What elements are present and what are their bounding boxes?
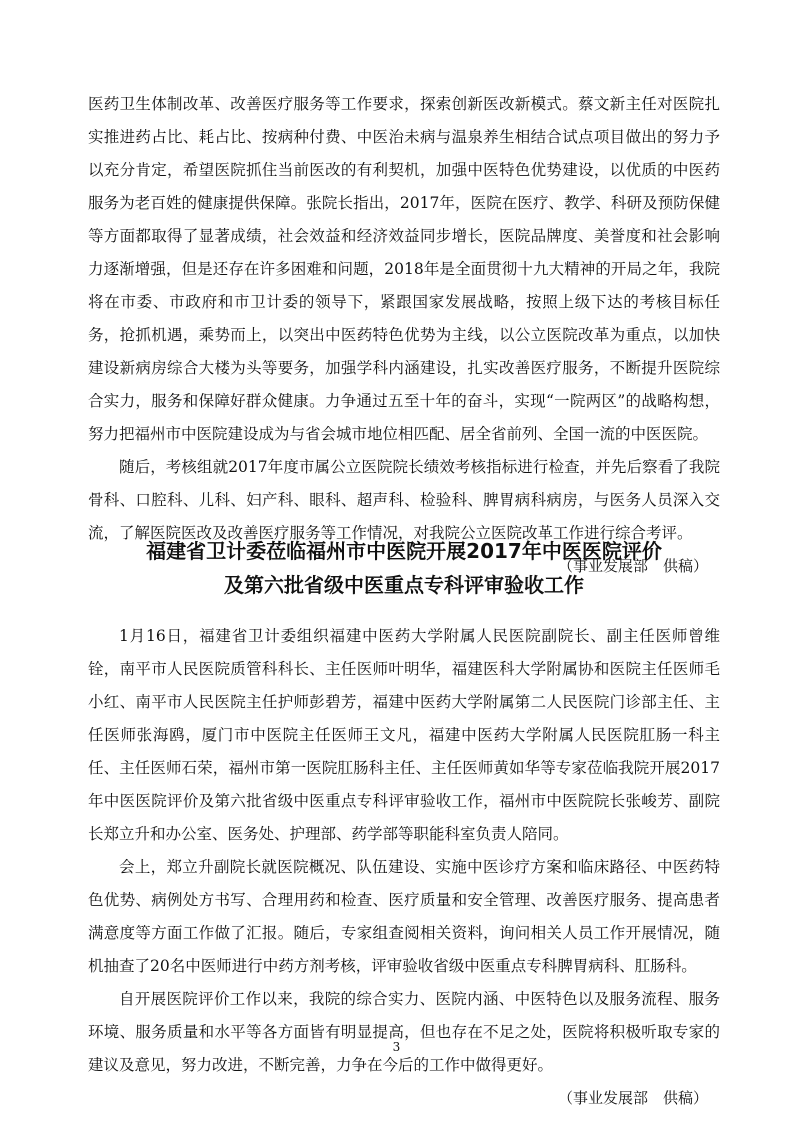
paragraph: 随后，考核组就2017年度市属公立医院院长绩效考核指标进行检查，并先后察看了我院骨科、口腔科、儿科、妇产科、眼科、超声科、检验科、脾胃病科病房，与医务人员深入交流，了解医院医改及改善医疗服务等工作情况，对我院公立医院改革工作进行综合考评。	[88, 458, 720, 542]
page-number: 3	[392, 1040, 401, 1054]
title-line: 及第六批省级中医重点专科评审验收工作	[224, 573, 584, 597]
paragraph: 自开展医院评价工作以来，我院的综合实力、医院内涵、中医特色以及服务流程、服务环境、服务质量和水平等各方面皆有明显提高，但也存在不足之处，医院将积极听取专家的建议及意见，努力改进，不断完善，力争在今后的工作中做得更好。	[88, 990, 720, 1074]
paragraph: 1月16日，福建省卫计委组织福建中医药大学附属人民医院副院长、副主任医师曾维铨，南平市人民医院质管科科长、主任医师叶明华，福建医科大学附属协和医院主任医师毛小红、南平市人民医院主任护师彭碧芳，福建中医药大学附属第二人民医院门诊部主任、主任医师张海鸥，厦门市中医院主任医师王文凡，福建中医药大学附属人民医院肛肠一科主任、主任医师石荣，福州市第一医院肛肠科主任、主任医师黄如华等专家莅临我院开展2017年中医医院评价及第六批省级中医重点专科评审验收工作，福州市中医院院长张峻芳、副院长郑立升和办公室、医务处、护理部、药学部等职能科室负责人陪同。	[88, 627, 720, 843]
article-credit: （事业发展部 供稿）	[557, 557, 708, 575]
article-continuation	[88, 88, 720, 583]
title-line: 福建省卫计委莅临福州市中医院开展2017年中医医院评价	[146, 539, 662, 563]
paragraph: 医药卫生体制改革、改善医疗服务等工作要求，探索创新医改新模式。蔡文新主任对医院扎实推进药占比、耗占比、按病种付费、中医治未病与温泉养生相结合试点项目做出的努力予以充分肯定，希望医院抓住当前医改的有利契机，加强中医特色优势建设，以优质的中医药服务为老百姓的健康提供保障。张院长指出，2017年，医院在医疗、教学、科研及预防保健等方面都取得了显著成绩，社会效益和经济效益同步增长，医院品牌度、美誉度和社会影响力逐渐增强，但是还存在许多困难和问题，2018年是全面贯彻十九大精神的开局之年，我院将在市委、市政府和市卫计委的领导下，紧跟国家发展战略，按照上级下达的考核目标任务，抢抓机遇，乘势而上，以突出中医药特色优势为主线，以公立医院改革为重点，以加快建设新病房综合大楼为头等要务，加强学科内涵建设，扎实改善医疗服务，不断提升医院综合实力，服务和保障好群众健康。力争通过五至十年的奋斗，实现“一院两区”的战略构想，努力把福州市中医院建设成为与省会城市地位相匹配、居全省前列、全国一流的中医医院。	[88, 95, 720, 443]
paragraph: 会上，郑立升副院长就医院概况、队伍建设、实施中医诊疗方案和临床路径、中医药特色优势、病例处方书写、合理用药和检查、医疗质量和安全管理、改善医疗服务、提高患者满意度等方面工作做了汇报。随后，专家组查阅相关资料，询问相关人员工作开展情况，随机抽查了20名中医师进行中药方剂考核，评审验收省级中医重点专科脾胃病科、肛肠科。	[88, 858, 720, 975]
article-title	[88, 534, 720, 602]
article-credit: （事业发展部 供稿）	[557, 1089, 708, 1107]
